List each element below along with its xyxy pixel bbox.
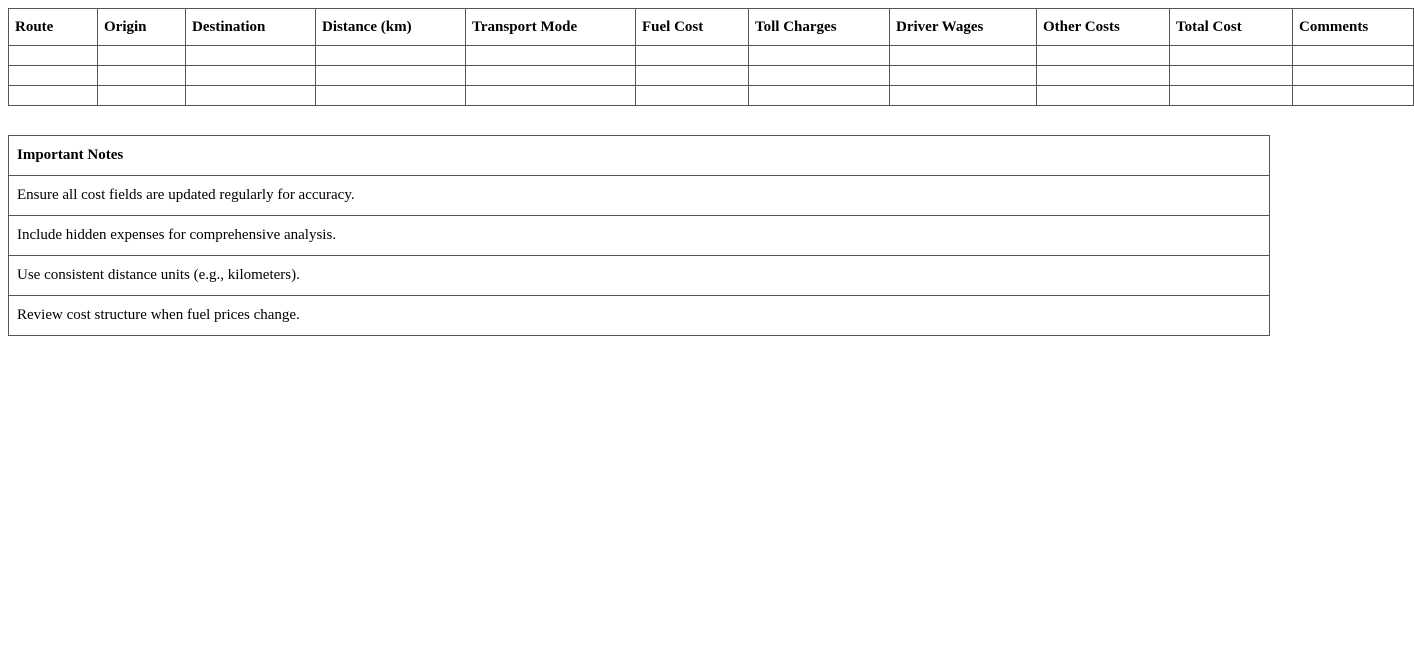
transport-cost-table: [8, 8, 1414, 106]
cell-origin[interactable]: [98, 66, 186, 86]
table-row[interactable]: [9, 86, 1414, 106]
table-row[interactable]: [9, 46, 1414, 66]
cell-distance[interactable]: [316, 46, 466, 66]
list-item: [9, 216, 1270, 256]
column-header-destination: Destination: [186, 9, 316, 46]
cell-fuel-cost[interactable]: [636, 86, 749, 106]
notes-table-head: [9, 136, 1270, 176]
cell-toll-charges[interactable]: [749, 46, 890, 66]
cell-toll-charges[interactable]: [749, 86, 890, 106]
note-text: Include hidden expenses for comprehensive analysis.: [9, 216, 1270, 256]
cell-distance[interactable]: [316, 86, 466, 106]
list-item: [9, 176, 1270, 216]
cell-destination[interactable]: [186, 46, 316, 66]
column-header-origin: Origin: [98, 9, 186, 46]
cell-transport-mode[interactable]: [466, 66, 636, 86]
cell-route[interactable]: [9, 86, 98, 106]
cell-destination[interactable]: [186, 66, 316, 86]
cell-other-costs[interactable]: [1037, 46, 1170, 66]
cost-table-body: [9, 46, 1414, 106]
cost-table-head: [9, 9, 1414, 46]
cell-origin[interactable]: [98, 86, 186, 106]
cost-table-header-row: [9, 9, 1414, 46]
column-header-other-costs: Other Costs: [1037, 9, 1170, 46]
cell-route[interactable]: [9, 66, 98, 86]
column-header-comments: Comments: [1293, 9, 1414, 46]
note-text: Ensure all cost fields are updated regularly for accuracy.: [9, 176, 1270, 216]
table-row[interactable]: [9, 66, 1414, 86]
cell-driver-wages[interactable]: [890, 66, 1037, 86]
note-text: Use consistent distance units (e.g., kilometers).: [9, 256, 1270, 296]
column-header-toll-charges: Toll Charges: [749, 9, 890, 46]
cell-fuel-cost[interactable]: [636, 66, 749, 86]
list-item: [9, 296, 1270, 336]
column-header-fuel-cost: Fuel Cost: [636, 9, 749, 46]
cell-transport-mode[interactable]: [466, 46, 636, 66]
column-header-total-cost: Total Cost: [1170, 9, 1293, 46]
cell-origin[interactable]: [98, 46, 186, 66]
cell-comments[interactable]: [1293, 66, 1414, 86]
cell-transport-mode[interactable]: [466, 86, 636, 106]
cell-fuel-cost[interactable]: [636, 46, 749, 66]
cell-comments[interactable]: [1293, 46, 1414, 66]
important-notes-table: [8, 135, 1270, 336]
cell-total-cost[interactable]: [1170, 86, 1293, 106]
important-notes-section: [8, 135, 1270, 336]
cell-distance[interactable]: [316, 66, 466, 86]
note-text: Review cost structure when fuel prices change.: [9, 296, 1270, 336]
notes-table-body: [9, 176, 1270, 336]
cell-other-costs[interactable]: [1037, 86, 1170, 106]
cell-other-costs[interactable]: [1037, 66, 1170, 86]
cell-destination[interactable]: [186, 86, 316, 106]
cell-driver-wages[interactable]: [890, 46, 1037, 66]
column-header-route: Route: [9, 9, 98, 46]
cell-comments[interactable]: [1293, 86, 1414, 106]
column-header-driver-wages: Driver Wages: [890, 9, 1037, 46]
notes-header-label: Important Notes: [9, 136, 1270, 176]
cell-total-cost[interactable]: [1170, 46, 1293, 66]
cell-route[interactable]: [9, 46, 98, 66]
notes-header-row: [9, 136, 1270, 176]
column-header-distance: Distance (km): [316, 9, 466, 46]
cell-toll-charges[interactable]: [749, 66, 890, 86]
list-item: [9, 256, 1270, 296]
column-header-transport-mode: Transport Mode: [466, 9, 636, 46]
cell-driver-wages[interactable]: [890, 86, 1037, 106]
cell-total-cost[interactable]: [1170, 66, 1293, 86]
